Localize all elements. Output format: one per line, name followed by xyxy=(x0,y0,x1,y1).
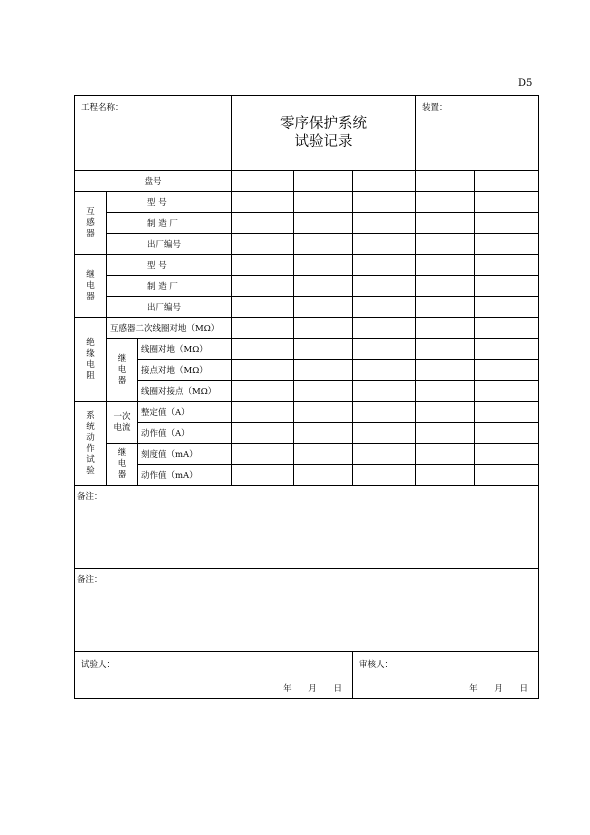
title-line-1: 零序保护系统 xyxy=(280,116,368,132)
action-value-a-label: 动作值（A） xyxy=(138,423,232,444)
project-name-label: 工程名称： xyxy=(81,103,124,113)
transformer-model-label: 型 号 xyxy=(107,192,232,213)
data-cell[interactable] xyxy=(416,234,475,255)
data-cell[interactable] xyxy=(294,381,353,402)
primary-current-text: 一次电流 xyxy=(113,411,131,433)
reviewer-date[interactable] xyxy=(353,678,539,699)
data-cell[interactable] xyxy=(416,339,475,360)
relay-manufacturer-label: 制 造 厂 xyxy=(107,276,232,297)
data-cell[interactable] xyxy=(475,465,539,486)
data-cell[interactable] xyxy=(475,171,539,192)
transformer-serial-label: 出厂编号 xyxy=(107,234,232,255)
data-cell[interactable] xyxy=(353,339,416,360)
data-cell[interactable] xyxy=(232,192,294,213)
data-cell[interactable] xyxy=(475,360,539,381)
data-cell[interactable] xyxy=(416,213,475,234)
data-cell[interactable] xyxy=(416,171,475,192)
data-cell[interactable] xyxy=(353,234,416,255)
insulation-group-text: 绝缘电阻 xyxy=(86,337,95,381)
data-cell[interactable] xyxy=(353,171,416,192)
data-cell[interactable] xyxy=(475,402,539,423)
reviewer-month: 月 xyxy=(494,684,503,694)
data-cell[interactable] xyxy=(475,318,539,339)
data-cell[interactable] xyxy=(294,171,353,192)
data-cell[interactable] xyxy=(475,276,539,297)
data-cell[interactable] xyxy=(475,192,539,213)
data-cell[interactable] xyxy=(475,213,539,234)
data-cell[interactable] xyxy=(475,423,539,444)
data-cell[interactable] xyxy=(294,255,353,276)
data-cell[interactable] xyxy=(294,465,353,486)
scale-value-ma-label: 刻度值（mA） xyxy=(138,444,232,465)
remark-label-1: 备注： xyxy=(77,492,103,502)
transformer-group-label xyxy=(75,192,107,255)
test-record-form xyxy=(74,95,539,699)
data-cell[interactable] xyxy=(416,444,475,465)
relay-group-label xyxy=(75,255,107,318)
action-value-ma-label: 动作值（mA） xyxy=(138,465,232,486)
data-cell[interactable] xyxy=(294,192,353,213)
tester-day: 日 xyxy=(333,684,343,694)
data-cell[interactable] xyxy=(353,192,416,213)
data-cell[interactable] xyxy=(232,339,294,360)
system-test-relay-label xyxy=(107,444,138,486)
data-cell[interactable] xyxy=(475,339,539,360)
data-cell[interactable] xyxy=(475,297,539,318)
coil-to-contact-label: 线圈对接点（MΩ） xyxy=(138,381,232,402)
data-cell[interactable] xyxy=(353,297,416,318)
tester-year: 年 xyxy=(283,684,292,694)
data-cell[interactable] xyxy=(232,465,294,486)
data-cell[interactable] xyxy=(294,213,353,234)
data-cell[interactable] xyxy=(416,465,475,486)
device-label: 装置： xyxy=(422,103,448,113)
system-test-group-label xyxy=(75,402,107,486)
reviewer-year: 年 xyxy=(469,684,478,694)
data-cell[interactable] xyxy=(353,381,416,402)
setting-value-a-label: 整定值（A） xyxy=(138,402,232,423)
project-name-field[interactable] xyxy=(75,96,232,171)
transformer-group-text: 互感器 xyxy=(86,206,95,239)
transformer-manufacturer-label: 制 造 厂 xyxy=(107,213,232,234)
tester-date[interactable] xyxy=(75,678,353,699)
data-cell[interactable] xyxy=(294,276,353,297)
data-cell[interactable] xyxy=(294,234,353,255)
insulation-group-label xyxy=(75,318,107,402)
data-cell[interactable] xyxy=(416,318,475,339)
reviewer-field[interactable] xyxy=(353,652,539,679)
data-cell[interactable] xyxy=(232,234,294,255)
reviewer-day: 日 xyxy=(519,684,529,694)
panel-number-label: 盘号 xyxy=(75,171,232,192)
data-cell[interactable] xyxy=(475,381,539,402)
data-cell[interactable] xyxy=(353,402,416,423)
data-cell[interactable] xyxy=(232,381,294,402)
data-cell[interactable] xyxy=(232,318,294,339)
data-cell[interactable] xyxy=(232,213,294,234)
data-cell[interactable] xyxy=(294,402,353,423)
relay-model-label: 型 号 xyxy=(107,255,232,276)
system-test-relay-text: 继电器 xyxy=(117,448,127,480)
data-cell[interactable] xyxy=(353,255,416,276)
data-cell[interactable] xyxy=(353,213,416,234)
data-cell[interactable] xyxy=(353,360,416,381)
data-cell[interactable] xyxy=(294,444,353,465)
data-cell[interactable] xyxy=(353,276,416,297)
title-line-2: 试验记录 xyxy=(294,134,353,150)
data-cell[interactable] xyxy=(353,465,416,486)
data-cell[interactable] xyxy=(232,444,294,465)
data-cell[interactable] xyxy=(416,192,475,213)
data-cell[interactable] xyxy=(353,444,416,465)
tester-label: 试验人： xyxy=(81,660,116,670)
contact-to-ground-label: 接点对地（MΩ） xyxy=(138,360,232,381)
form-title xyxy=(232,96,416,171)
data-cell[interactable] xyxy=(232,255,294,276)
data-cell[interactable] xyxy=(353,423,416,444)
system-test-group-text: 系统动作试验 xyxy=(86,410,95,476)
data-cell[interactable] xyxy=(232,423,294,444)
data-cell[interactable] xyxy=(416,402,475,423)
data-cell[interactable] xyxy=(416,423,475,444)
data-cell[interactable] xyxy=(294,339,353,360)
data-cell[interactable] xyxy=(232,297,294,318)
data-cell[interactable] xyxy=(294,297,353,318)
data-cell[interactable] xyxy=(232,171,294,192)
ct-secondary-to-ground-label: 互感器二次线圈对地（MΩ） xyxy=(107,318,232,339)
remark-label-2: 备注： xyxy=(77,575,103,585)
relay-group-text: 继电器 xyxy=(86,269,95,302)
data-cell[interactable] xyxy=(294,318,353,339)
data-cell[interactable] xyxy=(294,360,353,381)
remark-box-2[interactable] xyxy=(75,569,539,652)
data-cell[interactable] xyxy=(475,444,539,465)
data-cell[interactable] xyxy=(416,360,475,381)
data-cell[interactable] xyxy=(294,423,353,444)
data-cell[interactable] xyxy=(416,297,475,318)
data-cell[interactable] xyxy=(353,318,416,339)
data-cell[interactable] xyxy=(416,255,475,276)
data-cell[interactable] xyxy=(475,255,539,276)
remark-box-1[interactable] xyxy=(75,486,539,569)
device-field[interactable] xyxy=(416,96,539,171)
insulation-relay-label xyxy=(107,339,138,402)
primary-current-label xyxy=(107,402,138,444)
data-cell[interactable] xyxy=(475,234,539,255)
relay-serial-label: 出厂编号 xyxy=(107,297,232,318)
reviewer-label: 审核人： xyxy=(359,660,394,670)
data-cell[interactable] xyxy=(232,402,294,423)
insulation-relay-text: 继电器 xyxy=(117,353,127,386)
data-cell[interactable] xyxy=(416,381,475,402)
document-code: D5 xyxy=(518,78,533,89)
data-cell[interactable] xyxy=(232,360,294,381)
tester-month: 月 xyxy=(308,684,317,694)
coil-to-ground-label: 线圈对地（MΩ） xyxy=(138,339,232,360)
data-cell[interactable] xyxy=(232,276,294,297)
data-cell[interactable] xyxy=(416,276,475,297)
tester-field[interactable] xyxy=(75,652,353,679)
